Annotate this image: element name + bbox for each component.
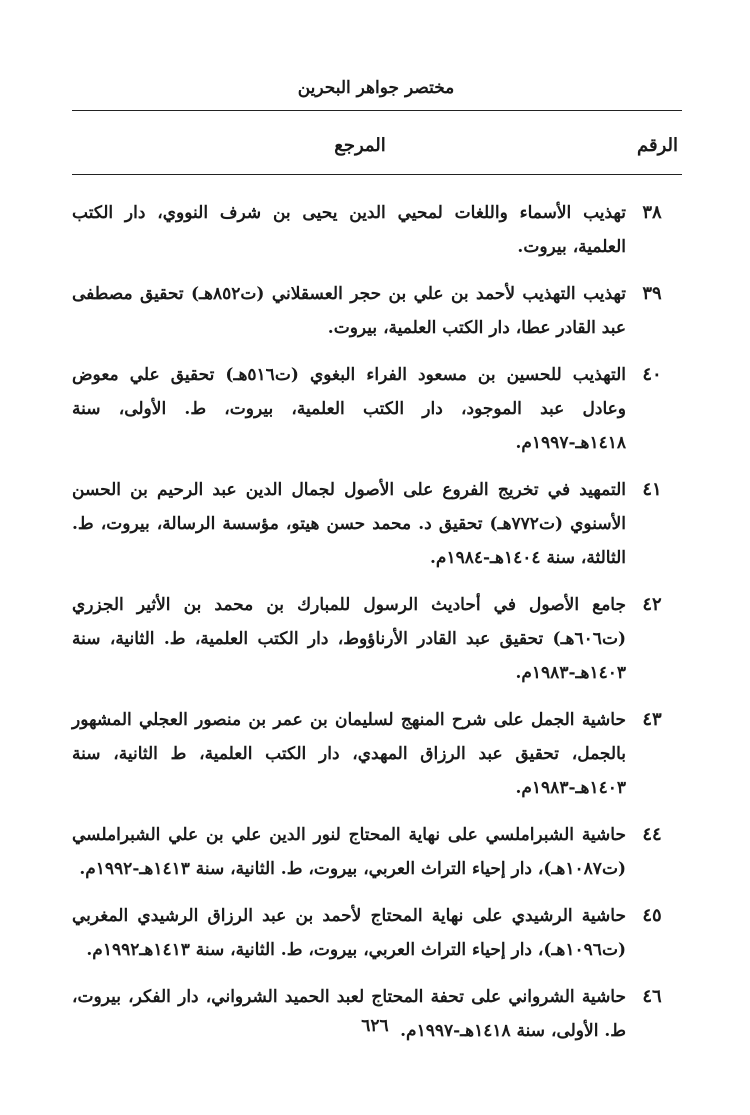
reference-entry — [72, 588, 682, 690]
entry-number: ٣٨ — [642, 202, 662, 223]
entry-text: حاشية الشبراملسي على نهاية المحتاج لنور الدين علي بن علي الشبراملسي (ت١٠٨٧هـ)، دار إحياء التراث العربي، بيروت، ط. الثانية، سنة ١٤١٣هـ-١٩٩٢م. — [72, 825, 626, 879]
entry-text: حاشية الجمل على شرح المنهج لسليمان بن عمر بن منصور العجلي المشهور بالجمل، تحقيق عبد الرزاق المهدي، دار الكتب العلمية، ط الثانية، سنة ١٤٠٣هـ-١٩٨٣م. — [72, 710, 626, 798]
entry-number: ٤٢ — [642, 594, 662, 615]
entry-text: حاشية الشرواني على تحفة المحتاج لعبد الحميد الشرواني، دار الفكر، بيروت، ط. الأولى، سنة ١٤١٨هـ-١٩٩٧م. — [72, 987, 626, 1041]
entry-text: حاشية الرشيدي على نهاية المحتاج لأحمد بن عبد الرزاق الرشيدي المغربي (ت١٠٩٦هـ)، دار إحياء التراث العربي، بيروت، ط. الثانية، سنة ١٤١٣هـ١٩٩٢م. — [72, 906, 626, 960]
entry-number: ٣٩ — [642, 283, 662, 304]
reference-entry — [72, 196, 682, 264]
reference-entry — [72, 473, 682, 575]
entry-number: ٤٣ — [642, 709, 662, 730]
entry-text: التمهيد في تخريج الفروع على الأصول لجمال الدين عبد الرحيم بن الحسن الأسنوي (ت٧٧٢هـ) تحقيق د. محمد حسن هيتو، مؤسسة الرسالة، بيروت، ط. الثالثة، سنة ١٤٠٤هـ-١٩٨٤م. — [72, 480, 626, 568]
reference-entry — [72, 703, 682, 805]
reference-entry — [72, 277, 682, 345]
entry-number: ٤٤ — [642, 824, 662, 845]
entry-number: ٤٥ — [642, 905, 662, 926]
entry-number: ٤١ — [642, 479, 662, 500]
entry-number: ٤٠ — [642, 364, 662, 385]
column-header-reference: المرجع — [334, 135, 386, 156]
reference-list — [72, 196, 682, 1061]
entry-text: تهذيب التهذيب لأحمد بن علي بن حجر العسقلاني (ت٨٥٢هـ) تحقيق مصطفى عبد القادر عطا، دار الكتب العلمية، بيروت. — [72, 284, 626, 338]
column-header-number: الرقم — [636, 135, 678, 156]
column-header-rule — [72, 174, 682, 175]
entry-text: جامع الأصول في أحاديث الرسول للمبارك بن محمد بن الأثير الجزري (ت٦٠٦هـ) تحقيق عبد القادر الأرناؤوط، دار الكتب العلمية، ط. الثانية، سنة ١٤٠٣هـ-١٩٨٣م. — [72, 595, 626, 683]
entry-number: ٤٦ — [642, 986, 662, 1007]
reference-entry — [72, 358, 682, 460]
page-number: ٦٢٦ — [361, 1016, 389, 1036]
entry-text: التهذيب للحسين بن مسعود الفراء البغوي (ت٥١٦هـ) تحقيق علي معوض وعادل عبد الموجود، دار الكتب العلمية، بيروت، ط. الأولى، سنة ١٤١٨هـ-١٩٩٧م. — [72, 365, 626, 453]
reference-entry — [72, 980, 682, 1048]
reference-entry — [72, 899, 682, 967]
header-rule — [72, 110, 682, 111]
reference-entry — [72, 818, 682, 886]
entry-text: تهذيب الأسماء واللغات لمحيي الدين يحيى بن شرف النووي، دار الكتب العلمية، بيروت. — [72, 203, 626, 257]
running-title: مختصر جواهر البحرين — [297, 78, 455, 98]
